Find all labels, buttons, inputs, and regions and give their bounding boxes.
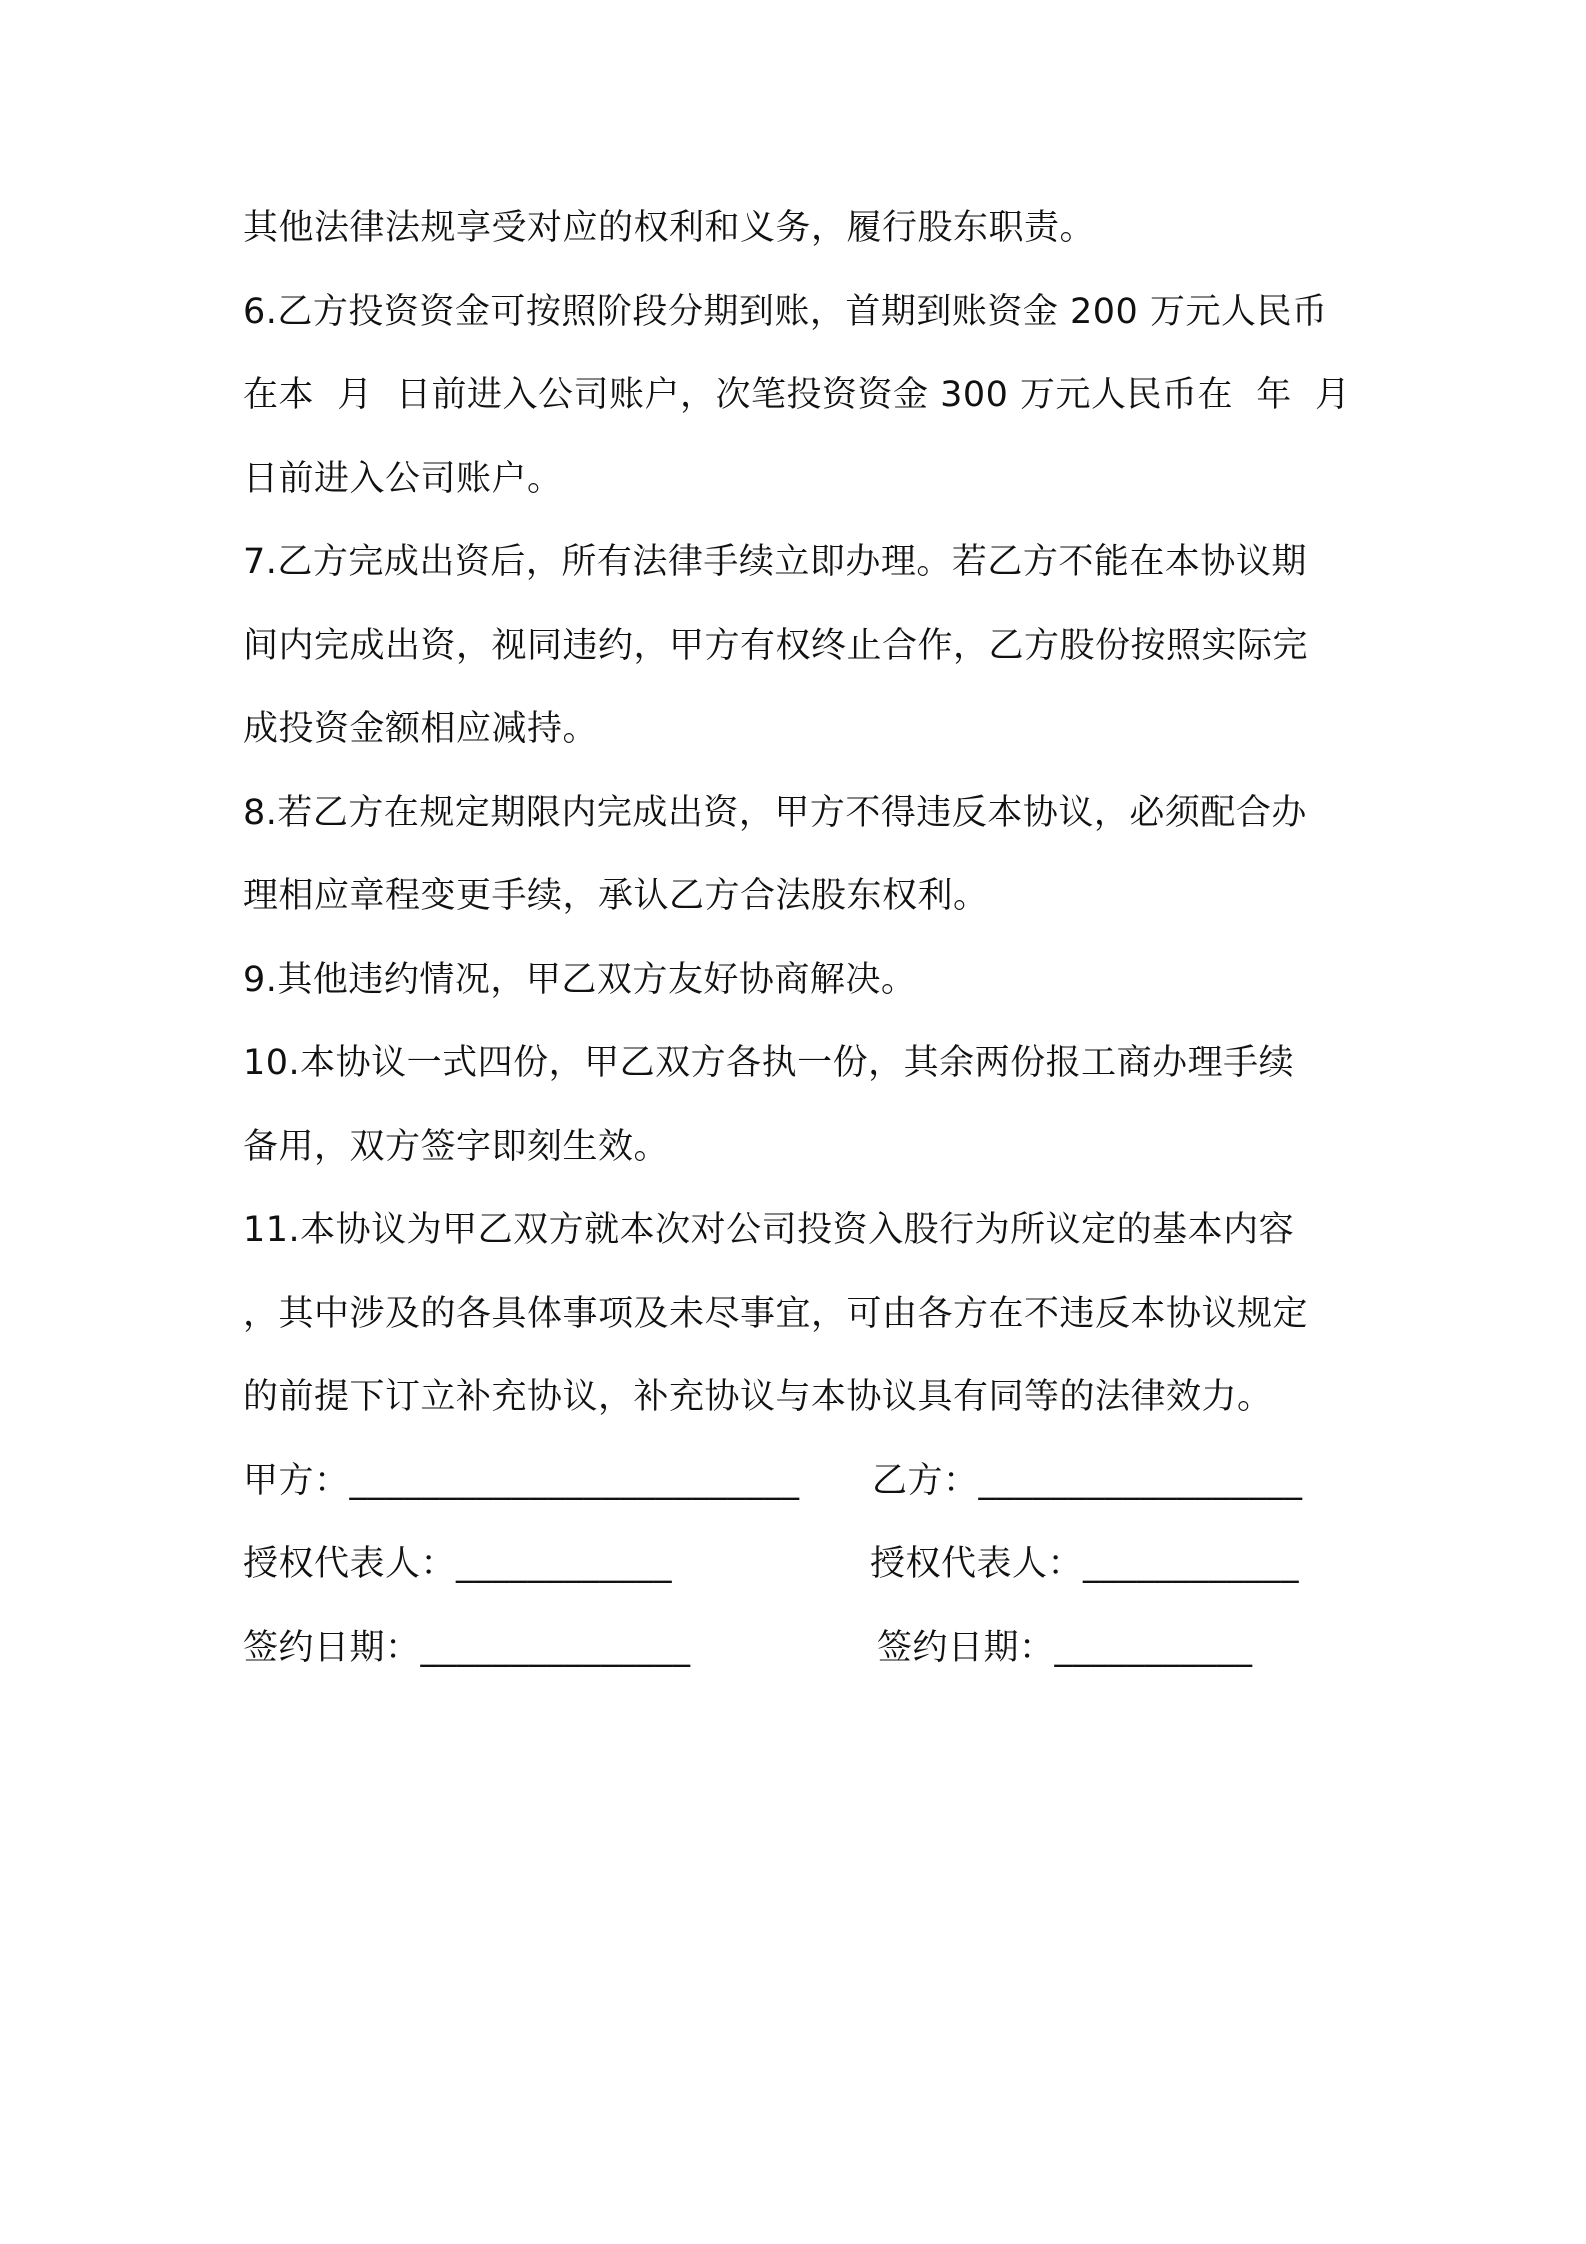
text-line: 日前进入公司账户。 <box>243 459 563 499</box>
text-line: 间内完成出资，视同违约，甲方有权终止合作，乙方股份按照实际完 <box>243 626 1309 666</box>
text-line: 9.其他违约情况，甲乙双方友好协商解决。 <box>243 960 917 1000</box>
text-line: 的前提下订立补充协议，补充协议与本协议具有同等的法律效力。 <box>243 1377 1273 1417</box>
text-line: 成投资金额相应减持。 <box>243 709 599 749</box>
party-b-date-line: 签约日期：___________ <box>877 1628 1253 1668</box>
text-line: 7.乙方完成出资后，所有法律手续立即办理。若乙方不能在本协议期 <box>243 542 1307 582</box>
text-line: ，其中涉及的各具体事项及未尽事宜，可由各方在不违反本协议规定 <box>243 1294 1309 1334</box>
text-line: 10.本协议一式四份，甲乙双方各执一份，其余两份报工商办理手续 <box>243 1043 1295 1083</box>
text-line: 在本 月 日前进入公司账户，次笔投资资金 300 万元人民币在 年 月 <box>243 375 1351 415</box>
text-line: 备用，双方签字即刻生效。 <box>243 1127 670 1167</box>
text-line: 8.若乙方在规定期限内完成出资，甲方不得违反本协议，必须配合办 <box>243 793 1307 833</box>
party-b-representative-line: 授权代表人：____________ <box>870 1544 1300 1584</box>
party-a-representative-line: 授权代表人：____________ <box>243 1544 673 1584</box>
party-b-signature-line: 乙方：__________________ <box>872 1461 1303 1501</box>
party-a-signature-line: 甲方：_________________________ <box>243 1461 800 1501</box>
party-a-date-line: 签约日期：_______________ <box>243 1628 691 1668</box>
text-line: 6.乙方投资资金可按照阶段分期到账，首期到账资金 200 万元人民币 <box>243 292 1328 332</box>
text-line: 理相应章程变更手续，承认乙方合法股东权利。 <box>243 876 989 916</box>
text-line: 其他法律法规享受对应的权利和义务，履行股东职责。 <box>243 208 1096 248</box>
text-line: 11.本协议为甲乙双方就本次对公司投资入股行为所议定的基本内容 <box>243 1210 1295 1250</box>
